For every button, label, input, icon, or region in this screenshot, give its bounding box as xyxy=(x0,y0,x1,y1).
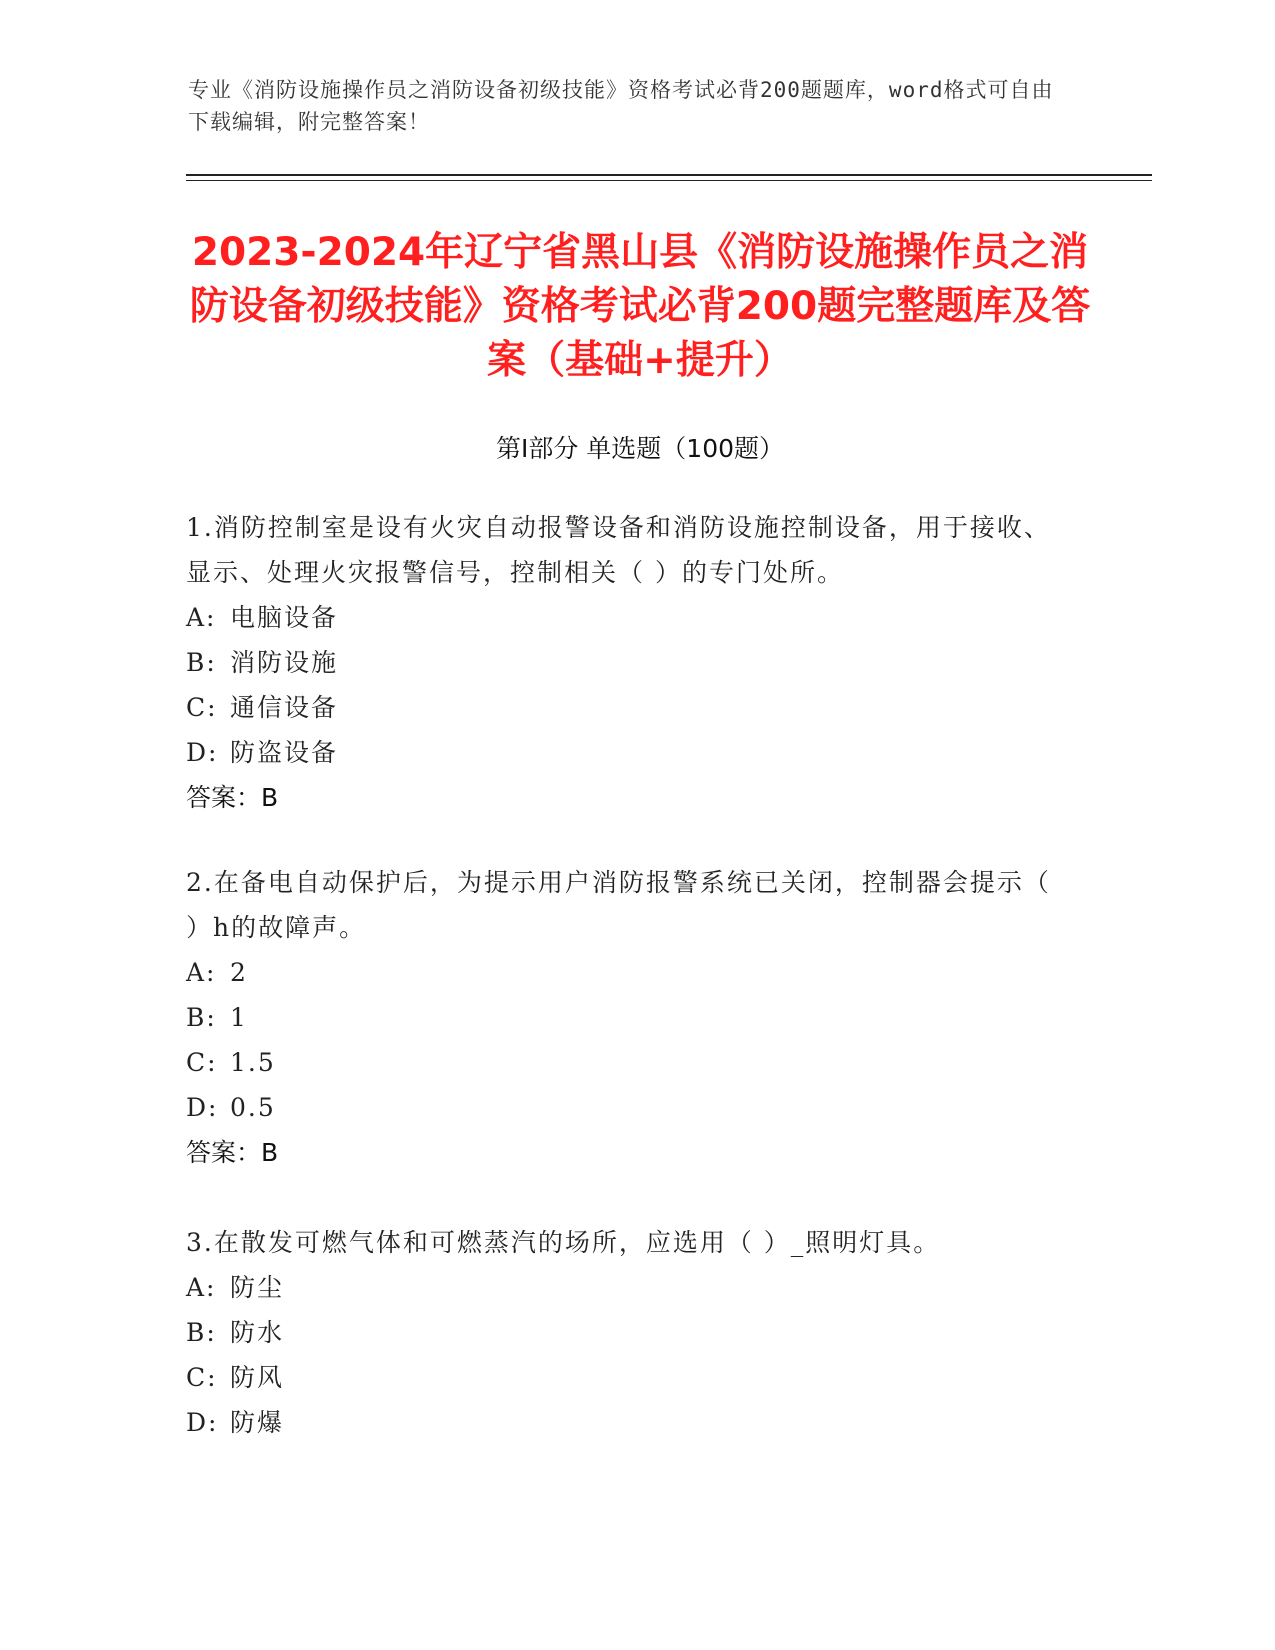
question-stem: 3.在散发可燃气体和可燃蒸汽的场所，应选用（ ）_照明灯具。 xyxy=(186,1228,941,1257)
option-c xyxy=(186,685,1066,730)
question-2 xyxy=(186,860,1066,1175)
option-text: 防尘 xyxy=(230,1273,285,1302)
option-text: 防爆 xyxy=(230,1408,285,1437)
option-text: 消防设施 xyxy=(230,648,339,677)
option-c xyxy=(186,1040,1066,1085)
option-d xyxy=(186,730,1066,775)
header-divider-thin xyxy=(186,180,1152,181)
option-key: B: xyxy=(186,1003,217,1032)
option-d xyxy=(186,1400,1066,1445)
option-key: D: xyxy=(186,1093,219,1122)
header-note: 专业《消防设施操作员之消防设备初级技能》资格考试必背200题题库，word格式可自由下载编辑，附完整答案！ xyxy=(188,78,1054,134)
option-key: A: xyxy=(186,958,217,987)
option-key: A: xyxy=(186,603,217,632)
question-answer: 答案：B xyxy=(186,783,279,812)
header-divider-thick xyxy=(186,174,1152,176)
option-key: B: xyxy=(186,1318,217,1347)
option-a xyxy=(186,1265,1066,1310)
option-text: 1.5 xyxy=(230,1048,276,1077)
option-key: A: xyxy=(186,1273,217,1302)
option-text: 通信设备 xyxy=(230,693,339,722)
option-b xyxy=(186,1310,1066,1355)
document-title: 2023-2024年辽宁省黑山县《消防设施操作员之消防设备初级技能》资格考试必背200题完整题库及答案（基础+提升） xyxy=(189,230,1091,383)
option-c xyxy=(186,1355,1066,1400)
section-title: 第I部分 单选题（100题） xyxy=(495,434,785,463)
question-stem: 1.消防控制室是设有火灾自动报警设备和消防设施控制设备，用于接收、显示、处理火灾报警信号，控制相关（ ）的专门处所。 xyxy=(186,513,1051,587)
question-answer: 答案：B xyxy=(186,1138,279,1167)
question-3 xyxy=(186,1220,1066,1445)
option-b xyxy=(186,640,1066,685)
option-key: D: xyxy=(186,1408,219,1437)
option-key: C: xyxy=(186,693,218,722)
option-d xyxy=(186,1085,1066,1130)
option-text: 电脑设备 xyxy=(230,603,339,632)
option-b xyxy=(186,995,1066,1040)
option-text: 防盗设备 xyxy=(230,738,339,767)
option-key: D: xyxy=(186,738,219,767)
question-1 xyxy=(186,505,1066,820)
option-key: C: xyxy=(186,1363,218,1392)
option-key: C: xyxy=(186,1048,218,1077)
question-stem: 2.在备电自动保护后，为提示用户消防报警系统已关闭，控制器会提示（ ）h的故障声。 xyxy=(186,868,1051,942)
option-text: 2 xyxy=(230,958,248,987)
option-text: 0.5 xyxy=(230,1093,276,1122)
option-a xyxy=(186,950,1066,995)
option-key: B: xyxy=(186,648,217,677)
option-a xyxy=(186,595,1066,640)
option-text: 防风 xyxy=(230,1363,285,1392)
option-text: 1 xyxy=(230,1003,248,1032)
option-text: 防水 xyxy=(230,1318,285,1347)
